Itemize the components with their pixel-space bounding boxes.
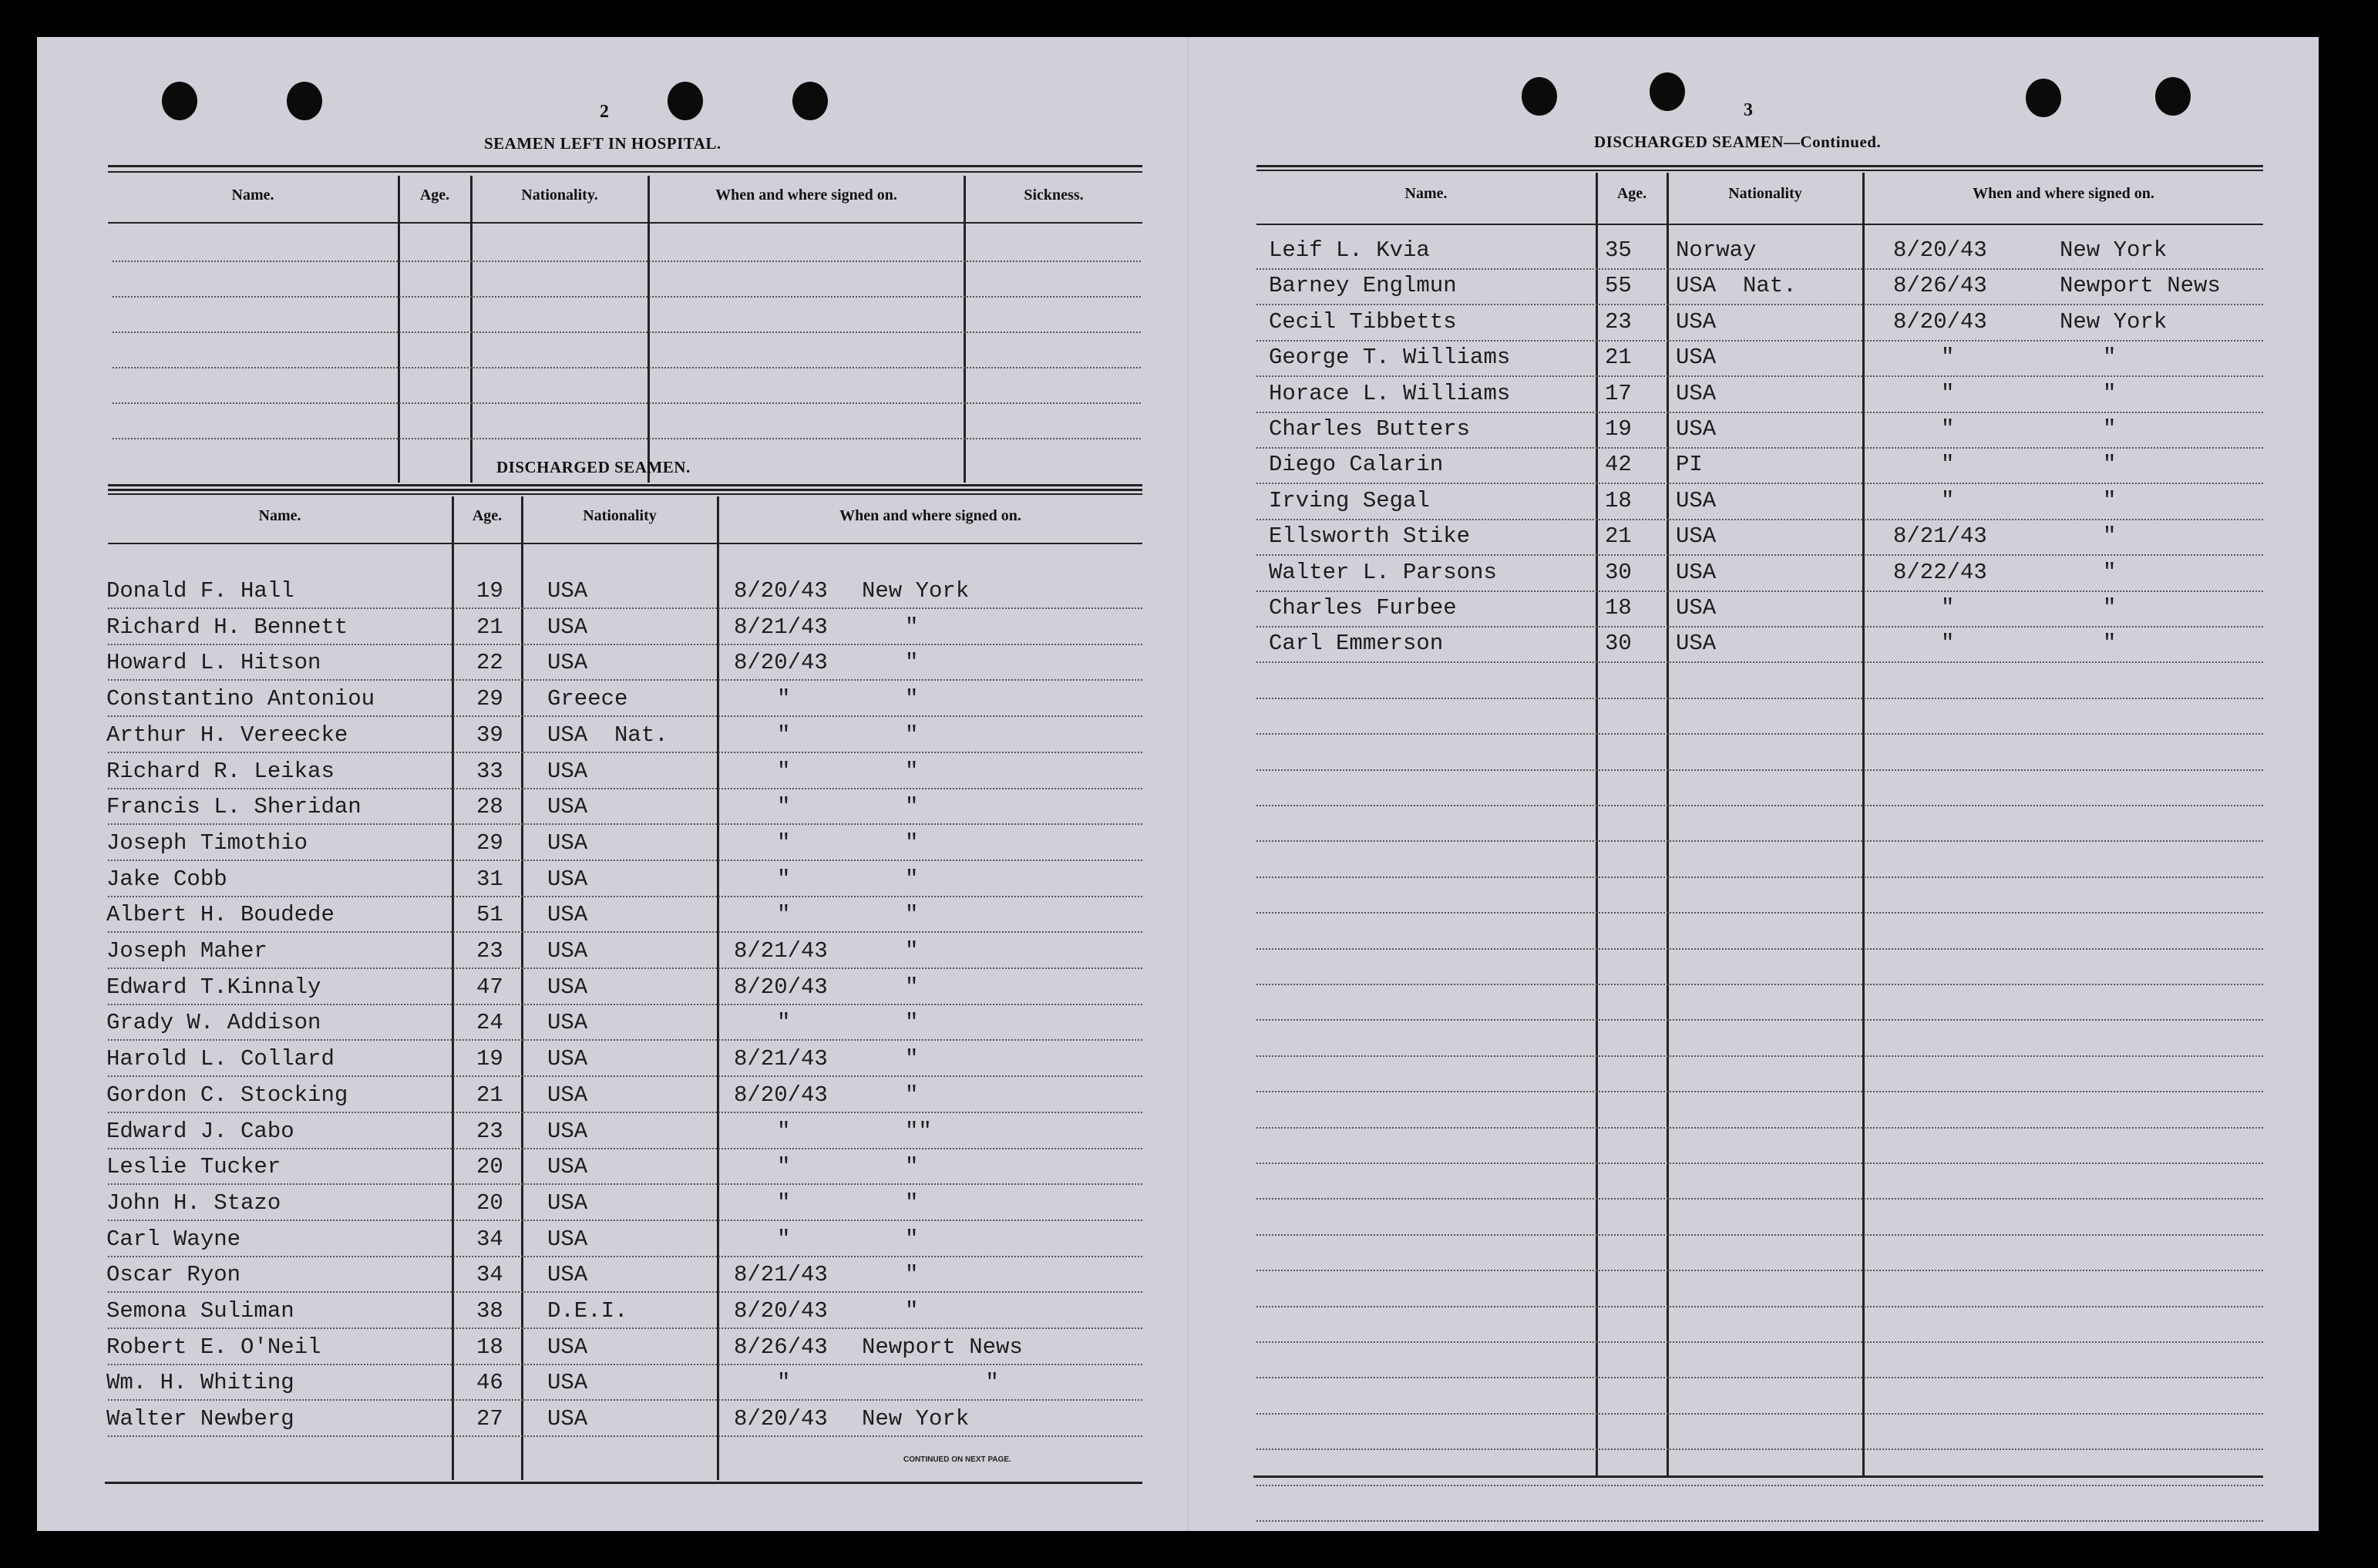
punch-hole — [668, 82, 703, 120]
row-line — [108, 1183, 1142, 1185]
signed-on-place: " — [2103, 380, 2117, 406]
punch-hole — [162, 82, 197, 120]
row-line — [113, 438, 1141, 439]
row-line — [1256, 1413, 2263, 1415]
seaman-nationality: USA — [547, 758, 588, 784]
signed-on-place: " — [2103, 595, 2117, 621]
signed-on-date: " — [777, 829, 791, 856]
row-line — [1256, 591, 2263, 592]
discharged-continued-title: DISCHARGED SEAMEN—Continued. — [1594, 133, 1882, 151]
seaman-age: 35 — [1605, 237, 1632, 263]
seaman-nationality: USA — [1676, 559, 1717, 585]
row-line — [1256, 375, 2263, 377]
seaman-age: 28 — [476, 794, 503, 820]
signed-on-date: 8/20/43 — [1893, 308, 1987, 335]
seaman-nationality: USA — [547, 866, 588, 892]
seaman-name: Barney Englmun — [1269, 273, 1457, 299]
seaman-name: Ellsworth Stike — [1269, 523, 1471, 550]
seaman-name: Joseph Timothio — [106, 829, 308, 856]
row-line — [1256, 519, 2263, 520]
signed-on-date: " — [777, 1226, 791, 1252]
column-header: Age. — [1616, 185, 1647, 202]
seaman-name: Walter Newberg — [106, 1406, 294, 1432]
seaman-name: Jake Cobb — [106, 866, 227, 892]
seaman-age: 39 — [476, 722, 503, 748]
signed-on-date: 8/20/43 — [734, 1406, 828, 1432]
seaman-name: Constantino Antoniou — [106, 686, 375, 712]
seaman-name: Walter L. Parsons — [1269, 559, 1497, 585]
seaman-name: Charles Butters — [1269, 416, 1471, 442]
signed-on-place: Newport News — [2060, 273, 2221, 299]
signed-on-place: New York — [862, 578, 970, 604]
row-line — [1256, 1377, 2263, 1378]
seaman-nationality: USA — [547, 1334, 588, 1360]
signed-on-date: 8/20/43 — [734, 1298, 828, 1324]
seaman-nationality: USA — [547, 650, 588, 676]
punch-hole — [1522, 77, 1557, 116]
column-header: Age. — [419, 187, 450, 204]
seaman-name: Horace L. Williams — [1269, 380, 1511, 406]
seaman-age: 17 — [1605, 380, 1632, 406]
seaman-age: 23 — [1605, 308, 1632, 335]
seaman-age: 18 — [1605, 595, 1632, 621]
row-line — [1256, 1198, 2263, 1200]
seaman-age: 30 — [1605, 559, 1632, 585]
signed-on-place: " — [905, 974, 919, 1000]
row-line — [1256, 769, 2263, 771]
signed-on-date: 8/20/43 — [734, 578, 828, 604]
row-line — [1256, 733, 2263, 735]
signed-on-place: Newport News — [862, 1334, 1023, 1360]
row-line — [1256, 984, 2263, 985]
signed-on-date: " — [777, 794, 791, 820]
seaman-age: 22 — [476, 650, 503, 676]
seaman-nationality: USA — [547, 1189, 588, 1216]
row-line — [108, 644, 1142, 645]
seaman-nationality: USA — [547, 974, 588, 1000]
seaman-nationality: USA — [547, 902, 588, 928]
seaman-age: 42 — [1605, 452, 1632, 478]
seaman-age: 46 — [476, 1370, 503, 1396]
punch-hole — [2026, 79, 2061, 117]
signed-on-place: " — [905, 1370, 999, 1396]
seaman-name: Semona Suliman — [106, 1298, 294, 1324]
column-header: When and where signed on. — [1973, 185, 2154, 202]
seaman-name: Diego Calarin — [1269, 452, 1444, 478]
signed-on-place: " — [905, 1226, 919, 1252]
seaman-nationality: USA — [547, 938, 588, 964]
seaman-age: 55 — [1605, 273, 1632, 299]
column-header: Name. — [231, 187, 274, 204]
signed-on-date: " — [1941, 380, 1955, 406]
rule — [108, 493, 1142, 495]
signed-on-date: 8/20/43 — [1893, 237, 1987, 263]
column-header: Age. — [472, 507, 503, 524]
column-header: When and where signed on. — [839, 507, 1021, 524]
column-divider — [1862, 173, 1865, 1475]
punch-hole — [1650, 72, 1685, 111]
rule — [1256, 224, 2263, 225]
seaman-nationality: USA — [547, 1406, 588, 1432]
column-header: Name. — [258, 507, 301, 524]
column-header: When and where signed on. — [715, 187, 897, 204]
row-line — [108, 1399, 1142, 1401]
signed-on-place: " — [2103, 523, 2117, 550]
seaman-age: 20 — [476, 1154, 503, 1180]
column-divider — [398, 176, 400, 483]
seaman-nationality: USA — [1676, 345, 1717, 371]
page-number: 2 — [600, 102, 609, 122]
row-line — [108, 823, 1142, 825]
seaman-name: Cecil Tibbetts — [1269, 308, 1457, 335]
seaman-nationality: USA — [547, 1262, 588, 1288]
row-line — [1256, 877, 2263, 878]
seaman-name: Robert E. O'Neil — [106, 1334, 321, 1360]
column-header: Nationality — [1728, 185, 1802, 202]
seaman-nationality: Greece — [547, 686, 628, 712]
column-divider — [647, 176, 650, 483]
row-line — [1256, 412, 2263, 413]
seaman-name: Leslie Tucker — [106, 1154, 281, 1180]
row-line — [1256, 1270, 2263, 1271]
signed-on-date: " — [777, 686, 791, 712]
signed-on-place: " — [905, 938, 919, 964]
signed-on-date: " — [1941, 416, 1955, 442]
row-line — [1256, 304, 2263, 305]
row-line — [1256, 268, 2263, 270]
seaman-nationality: USA — [1676, 631, 1717, 657]
row-line — [108, 1364, 1142, 1365]
row-line — [1256, 1520, 2263, 1522]
seaman-nationality: USA — [547, 1010, 588, 1036]
seaman-name: Donald F. Hall — [106, 578, 294, 604]
row-line — [1256, 1163, 2263, 1164]
seaman-name: Harold L. Collard — [106, 1046, 335, 1072]
seaman-name: Joseph Maher — [106, 938, 267, 964]
rule — [105, 1482, 1142, 1484]
seaman-age: 20 — [476, 1189, 503, 1216]
document-sheet — [37, 37, 2319, 1531]
seaman-nationality: PI — [1676, 452, 1703, 478]
seaman-nationality: Norway — [1676, 237, 1757, 263]
seaman-age: 18 — [476, 1334, 503, 1360]
seaman-age: 21 — [1605, 523, 1632, 550]
column-header: Nationality — [583, 507, 657, 524]
row-line — [113, 331, 1141, 333]
seaman-name: Charles Furbee — [1269, 595, 1457, 621]
row-line — [1256, 698, 2263, 699]
seaman-name: Albert H. Boudede — [106, 902, 335, 928]
page-number: 3 — [1744, 100, 1753, 120]
seaman-nationality: USA Nat. — [1676, 273, 1797, 299]
seaman-age: 24 — [476, 1010, 503, 1036]
signed-on-date: 8/21/43 — [734, 614, 828, 640]
seaman-nationality: USA — [1676, 416, 1717, 442]
seaman-age: 19 — [476, 578, 503, 604]
seaman-nationality: USA — [547, 614, 588, 640]
signed-on-date: " — [777, 722, 791, 748]
signed-on-place: " — [905, 650, 919, 676]
signed-on-place: " — [905, 1189, 919, 1216]
column-header: Name. — [1404, 185, 1448, 202]
signed-on-date: 8/20/43 — [734, 650, 828, 676]
seaman-age: 18 — [1605, 487, 1632, 513]
signed-on-date: 8/26/43 — [734, 1334, 828, 1360]
seaman-age: 23 — [476, 1118, 503, 1144]
signed-on-date: " — [1941, 345, 1955, 371]
signed-on-date: " — [777, 1010, 791, 1036]
punch-hole — [287, 82, 322, 120]
seaman-nationality: USA — [1676, 595, 1717, 621]
column-divider — [470, 176, 473, 483]
row-line — [1256, 1055, 2263, 1057]
page-fold — [1187, 37, 1189, 1531]
seaman-nationality: USA Nat. — [547, 722, 668, 748]
column-divider — [1667, 173, 1669, 1475]
seaman-age: 21 — [476, 614, 503, 640]
seaman-age: 19 — [1605, 416, 1632, 442]
seaman-name: Oscar Ryon — [106, 1262, 241, 1288]
seaman-nationality: USA — [547, 1154, 588, 1180]
signed-on-place: " — [2103, 345, 2117, 371]
signed-on-place: "" — [905, 1118, 932, 1144]
signed-on-place: " — [2103, 559, 2117, 585]
row-line — [108, 715, 1142, 717]
seaman-name: Francis L. Sheridan — [106, 794, 362, 820]
signed-on-date: " — [777, 1118, 791, 1144]
signed-on-date: 8/26/43 — [1893, 273, 1987, 299]
signed-on-date: " — [1941, 452, 1955, 478]
seaman-name: Edward T.Kinnaly — [106, 974, 321, 1000]
seaman-age: 19 — [476, 1046, 503, 1072]
seaman-nationality: USA — [547, 578, 588, 604]
seaman-name: Irving Segal — [1269, 487, 1430, 513]
row-line — [108, 967, 1142, 969]
seaman-name: Richard H. Bennett — [106, 614, 348, 640]
column-header: Nationality. — [521, 187, 598, 204]
row-line — [1256, 554, 2263, 556]
row-line — [1256, 1449, 2263, 1450]
signed-on-date: 8/20/43 — [734, 1082, 828, 1108]
signed-on-place: New York — [862, 1406, 970, 1432]
seaman-name: Carl Emmerson — [1269, 631, 1444, 657]
seaman-nationality: USA — [1676, 380, 1717, 406]
seaman-nationality: D.E.I. — [547, 1298, 628, 1324]
hospital-section-title: SEAMEN LEFT IN HOSPITAL. — [484, 134, 721, 153]
signed-on-place: " — [2103, 416, 2117, 442]
seaman-name: Wm. H. Whiting — [106, 1370, 294, 1396]
seaman-nationality: USA — [547, 794, 588, 820]
row-line — [1256, 805, 2263, 806]
row-line — [113, 296, 1141, 298]
row-line — [1256, 840, 2263, 842]
seaman-age: 29 — [476, 686, 503, 712]
row-line — [108, 1327, 1142, 1329]
row-line — [113, 367, 1141, 368]
signed-on-date: " — [1941, 595, 1955, 621]
signed-on-date: " — [777, 1154, 791, 1180]
row-line — [108, 1075, 1142, 1077]
seaman-age: 21 — [1605, 345, 1632, 371]
seaman-age: 47 — [476, 974, 503, 1000]
row-line — [1256, 661, 2263, 663]
seaman-age: 34 — [476, 1226, 503, 1252]
rule — [108, 484, 1142, 486]
rule — [108, 165, 1142, 167]
signed-on-place: " — [2103, 452, 2117, 478]
signed-on-date: 8/21/43 — [734, 1262, 828, 1288]
seaman-age: 23 — [476, 938, 503, 964]
signed-on-date: " — [777, 758, 791, 784]
signed-on-place: " — [905, 758, 919, 784]
signed-on-place: " — [905, 1046, 919, 1072]
row-line — [108, 788, 1142, 789]
signed-on-place: " — [905, 866, 919, 892]
seaman-nationality: USA — [1676, 523, 1717, 550]
row-line — [1256, 1341, 2263, 1343]
rule — [108, 489, 1142, 491]
signed-on-date: 8/22/43 — [1893, 559, 1987, 585]
seaman-name: Carl Wayne — [106, 1226, 241, 1252]
seaman-name: Leif L. Kvia — [1269, 237, 1430, 263]
signed-on-date: 8/21/43 — [1893, 523, 1987, 550]
signed-on-place: New York — [2060, 237, 2168, 263]
row-line — [108, 931, 1142, 933]
signed-on-date: 8/21/43 — [734, 1046, 828, 1072]
signed-on-date: " — [777, 902, 791, 928]
signed-on-date: " — [777, 866, 791, 892]
seaman-age: 27 — [476, 1406, 503, 1432]
signed-on-date: " — [1941, 631, 1955, 657]
signed-on-place: " — [905, 722, 919, 748]
signed-on-place: " — [905, 902, 919, 928]
row-line — [108, 1220, 1142, 1221]
row-line — [108, 679, 1142, 681]
signed-on-date: 8/21/43 — [734, 938, 828, 964]
seaman-age: 38 — [476, 1298, 503, 1324]
row-line — [108, 1148, 1142, 1149]
seaman-name: George T. Williams — [1269, 345, 1511, 371]
seaman-age: 31 — [476, 866, 503, 892]
signed-on-place: " — [905, 794, 919, 820]
signed-on-date: " — [777, 1370, 791, 1396]
row-line — [108, 1256, 1142, 1257]
row-line — [1256, 1019, 2263, 1021]
row-line — [108, 1291, 1142, 1293]
row-line — [1256, 626, 2263, 628]
row-line — [1256, 483, 2263, 484]
column-divider — [1596, 173, 1598, 1475]
row-line — [1256, 1127, 2263, 1129]
row-line — [1256, 1234, 2263, 1236]
signed-on-place: " — [905, 1154, 919, 1180]
row-line — [108, 1004, 1142, 1005]
signed-on-date: 8/20/43 — [734, 974, 828, 1000]
seaman-age: 30 — [1605, 631, 1632, 657]
seaman-age: 51 — [476, 902, 503, 928]
seaman-name: Howard L. Hitson — [106, 650, 321, 676]
signed-on-place: " — [905, 1262, 919, 1288]
row-line — [108, 1112, 1142, 1113]
signed-on-place: " — [905, 829, 919, 856]
continued-footer: CONTINUED ON NEXT PAGE. — [903, 1455, 1011, 1464]
row-line — [1256, 1485, 2263, 1486]
rule — [1256, 165, 2263, 167]
row-line — [113, 261, 1141, 262]
row-line — [108, 752, 1142, 753]
rule — [108, 222, 1142, 224]
seaman-nationality: USA — [547, 1046, 588, 1072]
seaman-nationality: USA — [1676, 308, 1717, 335]
row-line — [113, 402, 1141, 404]
rule — [1253, 1475, 2263, 1478]
signed-on-place: " — [905, 686, 919, 712]
seaman-age: 33 — [476, 758, 503, 784]
seaman-name: Edward J. Cabo — [106, 1118, 294, 1144]
row-line — [108, 607, 1142, 609]
row-line — [108, 1039, 1142, 1041]
signed-on-place: " — [905, 1010, 919, 1036]
row-line — [1256, 912, 2263, 914]
signed-on-place: " — [2103, 487, 2117, 513]
seaman-name: John H. Stazo — [106, 1189, 281, 1216]
signed-on-place: " — [905, 614, 919, 640]
rule — [1256, 170, 2263, 171]
seaman-age: 21 — [476, 1082, 503, 1108]
rule — [108, 171, 1142, 173]
row-line — [1256, 1091, 2263, 1092]
column-header: Sickness. — [1024, 187, 1084, 204]
row-line — [1256, 447, 2263, 449]
seaman-name: Grady W. Addison — [106, 1010, 321, 1036]
signed-on-place: " — [905, 1298, 919, 1324]
row-line — [108, 1435, 1142, 1437]
row-line — [108, 860, 1142, 861]
seaman-nationality: USA — [547, 1370, 588, 1396]
punch-hole — [2155, 77, 2191, 116]
seaman-name: Arthur H. Vereecke — [106, 722, 348, 748]
seaman-name: Gordon C. Stocking — [106, 1082, 348, 1108]
seaman-nationality: USA — [1676, 487, 1717, 513]
signed-on-place: New York — [2060, 308, 2168, 335]
seaman-nationality: USA — [547, 1226, 588, 1252]
column-divider — [964, 176, 966, 483]
seaman-age: 29 — [476, 829, 503, 856]
row-line — [1256, 1306, 2263, 1307]
row-line — [1256, 340, 2263, 342]
signed-on-date: " — [1941, 487, 1955, 513]
row-line — [108, 896, 1142, 897]
signed-on-place: " — [2103, 631, 2117, 657]
punch-hole — [792, 82, 828, 120]
discharged-section-title: DISCHARGED SEAMEN. — [496, 458, 691, 476]
seaman-nationality: USA — [547, 1082, 588, 1108]
rule — [108, 543, 1142, 544]
seaman-nationality: USA — [547, 829, 588, 856]
seaman-nationality: USA — [547, 1118, 588, 1144]
signed-on-date: " — [777, 1189, 791, 1216]
seaman-age: 34 — [476, 1262, 503, 1288]
seaman-name: Richard R. Leikas — [106, 758, 335, 784]
row-line — [1256, 948, 2263, 950]
signed-on-place: " — [905, 1082, 919, 1108]
